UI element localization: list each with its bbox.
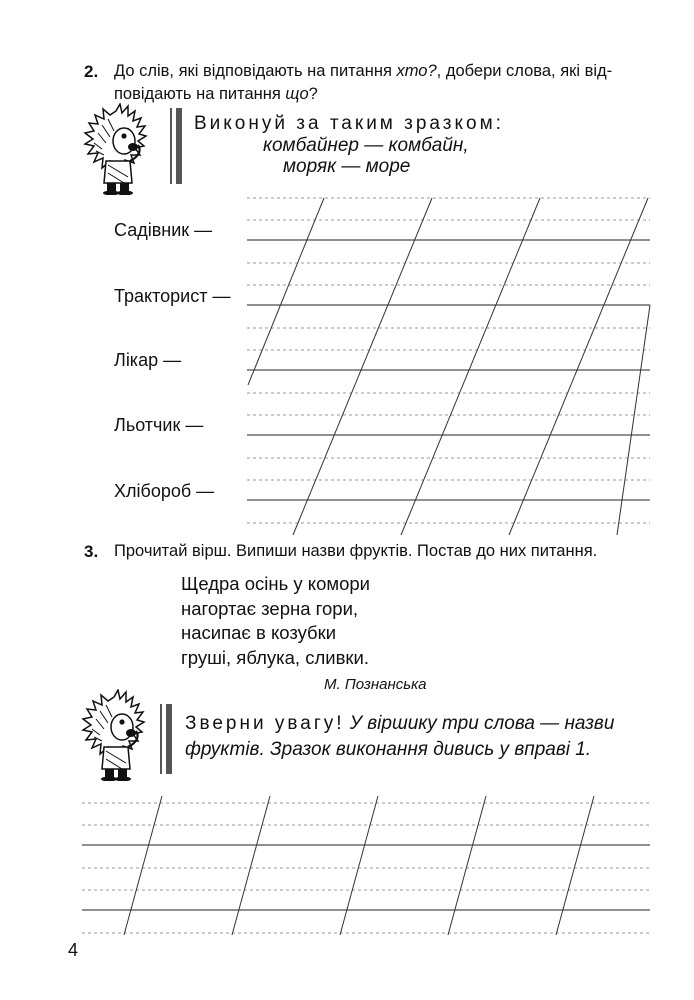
task-2-question-who: хто?	[396, 62, 437, 80]
word-label: Тракторист —	[114, 286, 231, 306]
word-label: Лікар —	[114, 350, 182, 370]
task-2-text-d: ?	[308, 85, 318, 103]
task-2-text-a: До слів, які відповідають на питання	[114, 62, 397, 80]
poem-line: Щедра осінь у комори	[181, 573, 370, 594]
task-2-question-what: що	[285, 85, 309, 103]
word-label: Хлібороб —	[114, 481, 215, 501]
poem-author: М. Познанська	[324, 676, 427, 693]
poem-line: груші, яблука, сливки.	[181, 646, 369, 668]
task-2-number: 2.	[84, 62, 99, 81]
poem-line: насипає в козубки	[181, 622, 337, 643]
sample-title: Виконуй за таким зразком:	[194, 113, 504, 134]
note-lead: Зверни увагу!	[185, 713, 345, 734]
word-label: Льотчик —	[114, 415, 204, 435]
task-2-text-c: повідають на питання	[114, 85, 286, 103]
task-2-text-b: , добери слова, які від-	[436, 62, 613, 80]
task-3-instruction: Прочитай вірш. Випиши назви фруктів. Постав до них питання.	[114, 542, 598, 560]
task-3-number: 3.	[84, 542, 99, 561]
word-label: Садівник —	[114, 220, 213, 240]
note-line-1: У віршику три слова — назви	[344, 713, 615, 734]
sample-line-1: комбайнер — комбайн,	[263, 135, 469, 156]
poem-line: нагортає зерна гори,	[181, 597, 359, 619]
note-line-2: фруктів. Зразок виконання дивись у вправі 1.	[185, 739, 592, 760]
page-number: 4	[68, 940, 79, 960]
sample-line-2: моряк — море	[283, 156, 411, 177]
